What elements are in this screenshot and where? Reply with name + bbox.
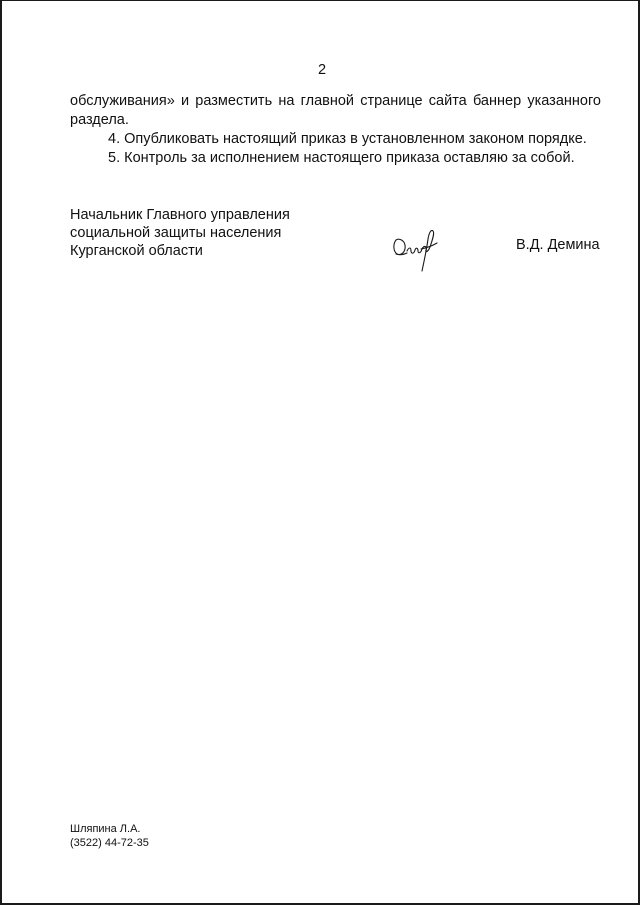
body-line-continuation: обслуживания» и разместить на главной странице сайта баннер указанного <box>70 93 601 109</box>
body-line-end: раздела. <box>70 112 129 128</box>
executor-phone: (3522) 44-72-35 <box>70 837 149 849</box>
signatory-title-line-2: социальной защиты населения <box>70 225 282 241</box>
signer-name: В.Д. Демина <box>516 237 600 253</box>
handwritten-signature <box>387 227 447 275</box>
body-text <box>70 92 601 168</box>
signatory-title-line-3: Курганской области <box>70 243 203 259</box>
executor-name: Шляпина Л.А. <box>70 823 141 835</box>
order-item-4: 4. Опубликовать настоящий приказ в установленном законом порядке. <box>108 131 587 147</box>
signatory-title-line-1: Начальник Главного управления <box>70 207 290 223</box>
signatory-title <box>70 206 290 260</box>
page-number: 2 <box>317 62 327 78</box>
executor-footer <box>70 822 149 850</box>
order-item-5: 5. Контроль за исполнением настоящего приказа оставляю за собой. <box>108 150 575 166</box>
